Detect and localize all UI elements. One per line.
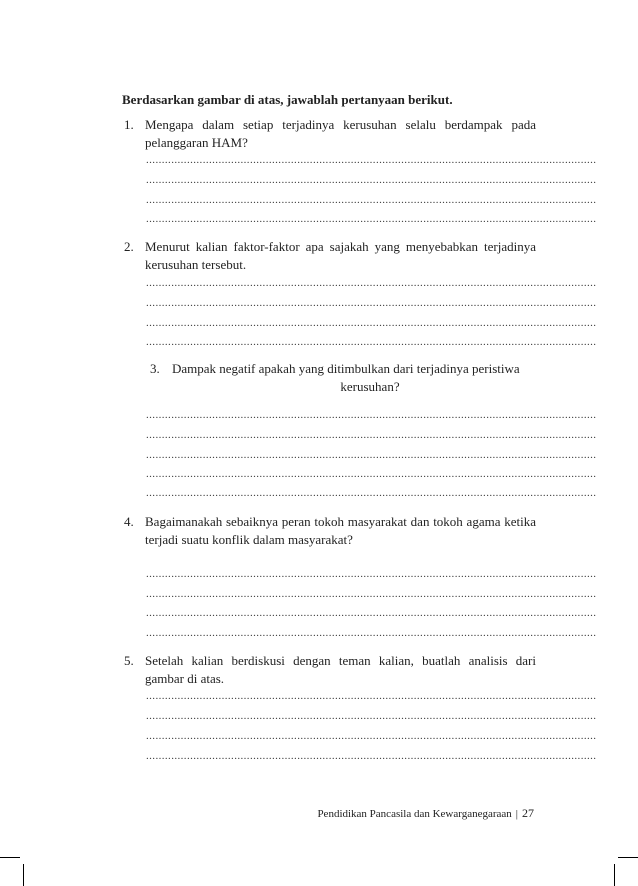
question-5 — [124, 652, 536, 688]
question-number: 2. — [124, 239, 134, 254]
answer-line[interactable]: ............................................................................................................................................... — [146, 627, 597, 639]
answer-line[interactable]: ............................................................................................................................................... — [146, 317, 597, 329]
crop-mark — [0, 857, 20, 858]
answer-line[interactable]: ............................................................................................................................................... — [146, 588, 597, 600]
question-text: Mengapa dalam setiap terjadinya kerusuhan selalu berdampak pada pelanggaran HAM? — [145, 117, 536, 150]
answer-line[interactable]: ............................................................................................................................................... — [146, 487, 597, 499]
question-text: Dampak negatif apakah yang ditimbulkan dari terjadinya peristiwa — [172, 361, 520, 376]
page-footer — [317, 806, 534, 821]
question-text: Menurut kalian faktor-faktor apa sajakah yang menyebabkan terjadinya kerusuhan tersebut. — [145, 239, 536, 272]
question-number: 1. — [124, 117, 134, 132]
answer-line[interactable]: ............................................................................................................................................... — [146, 710, 597, 722]
book-title: Pendidikan Pancasila dan Kewarganegaraan — [317, 808, 512, 820]
answer-line[interactable]: ............................................................................................................................................... — [146, 409, 597, 421]
question-3 — [150, 360, 530, 396]
answer-line[interactable]: ............................................................................................................................................... — [146, 449, 597, 461]
crop-mark — [23, 864, 24, 886]
answer-line[interactable]: ............................................................................................................................................... — [146, 568, 597, 580]
question-text-continued: kerusuhan? — [340, 379, 400, 394]
answer-line[interactable]: ............................................................................................................................................... — [146, 730, 597, 742]
page-number: 27 — [522, 806, 534, 820]
answer-line[interactable]: ............................................................................................................................................... — [146, 194, 597, 206]
question-number: 5. — [124, 653, 134, 668]
question-2 — [124, 238, 536, 274]
answer-line[interactable]: ............................................................................................................................................... — [146, 277, 597, 289]
question-4 — [124, 513, 536, 549]
footer-separator: | — [515, 808, 518, 820]
answer-line[interactable]: ............................................................................................................................................... — [146, 174, 597, 186]
crop-mark — [618, 857, 638, 858]
answer-line[interactable]: ............................................................................................................................................... — [146, 336, 597, 348]
instruction-heading: Berdasarkan gambar di atas, jawablah pertanyaan berikut. — [122, 92, 453, 107]
question-number: 4. — [124, 514, 134, 529]
question-1 — [124, 116, 536, 152]
answer-line[interactable]: ............................................................................................................................................... — [146, 468, 597, 480]
question-number: 3. — [150, 361, 160, 376]
question-text: Bagaimanakah sebaiknya peran tokoh masyarakat dan tokoh agama ketika terjadi suatu konflik dalam masyarakat? — [145, 514, 536, 547]
answer-line[interactable]: ............................................................................................................................................... — [146, 154, 597, 166]
answer-line[interactable]: ............................................................................................................................................... — [146, 429, 597, 441]
crop-mark — [614, 864, 615, 886]
question-text: Setelah kalian berdiskusi dengan teman kalian, buatlah analisis dari gambar di atas. — [145, 653, 536, 686]
answer-line[interactable]: ............................................................................................................................................... — [146, 690, 597, 702]
answer-line[interactable]: ............................................................................................................................................... — [146, 750, 597, 762]
answer-line[interactable]: ............................................................................................................................................... — [146, 213, 597, 225]
answer-line[interactable]: ............................................................................................................................................... — [146, 297, 597, 309]
answer-line[interactable]: ............................................................................................................................................... — [146, 607, 597, 619]
